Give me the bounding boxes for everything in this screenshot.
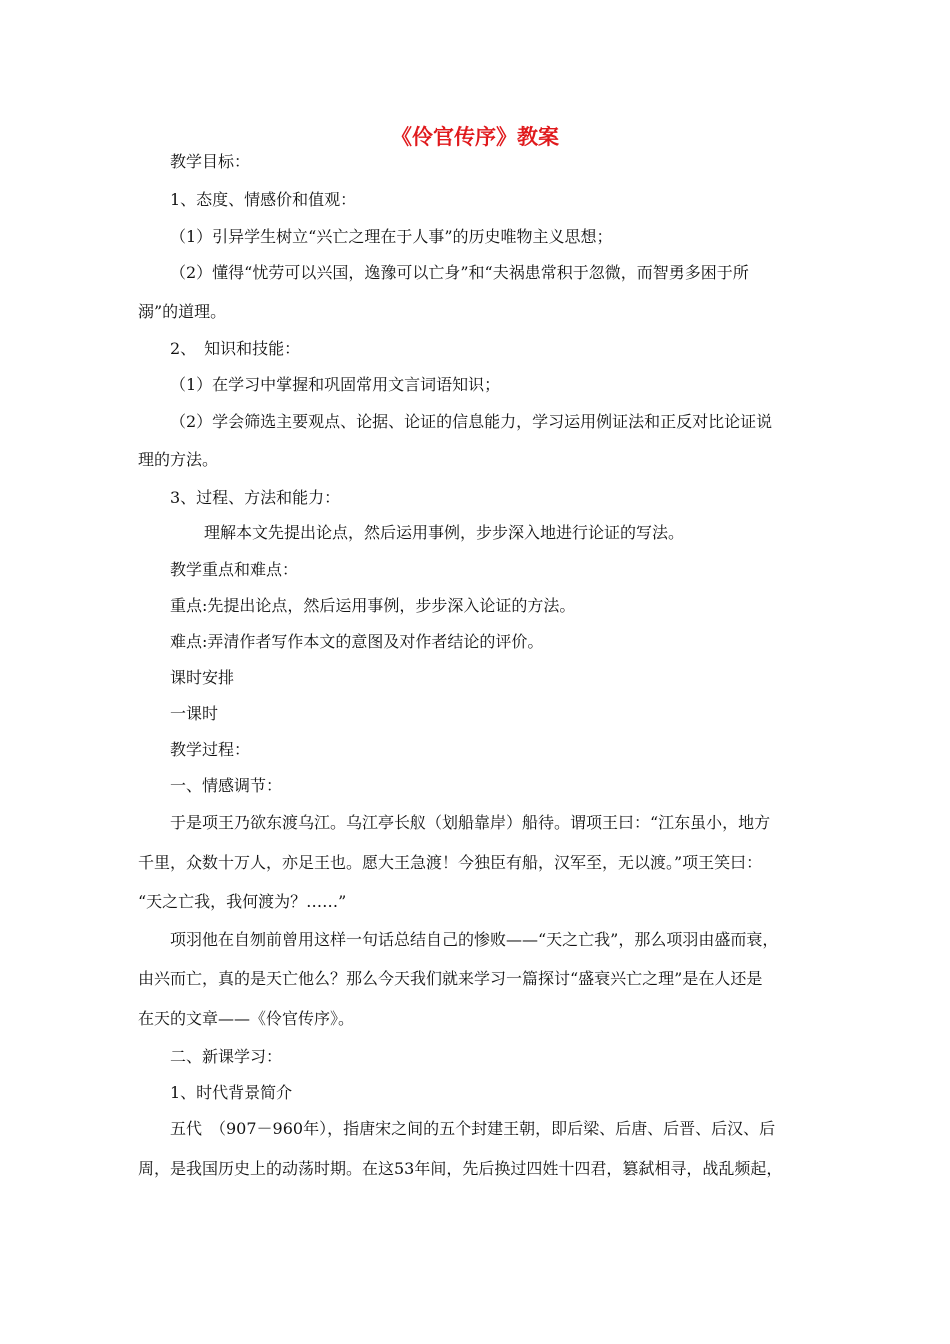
heading-schedule: 课时安排 [170, 668, 235, 687]
heading-teaching-goals: 教学目标： [170, 152, 251, 171]
goal-1-item-2-cont: 溺”的道理。 [138, 302, 227, 321]
section-1-para2-line-1: 项羽他在自刎前曾用这样一句话总结自己的惨败——“天之亡我”，那么项羽由盛而衰， [170, 930, 779, 949]
section-1-heading: 一、情感调节： [170, 776, 283, 795]
schedule-value: 一课时 [170, 704, 219, 723]
goal-2-heading: 2、 知识和技能： [170, 339, 301, 358]
section-1-para2-line-2: 由兴而亡，真的是天亡他么？那么今天我们就来学习一篇探讨“盛衰兴亡之理”是在人还是 [138, 969, 763, 988]
goal-3-text: 理解本文先提出论点，然后运用事例，步步深入地进行论证的写法。 [204, 523, 685, 542]
section-1-para-line-1: 于是项王乃欲东渡乌江。乌江亭长舣（划船靠岸）船待。谓项王曰：“江东虽小，地方 [170, 813, 771, 832]
goal-2-item-1: （1）在学习中掌握和巩固常用文言词语知识； [170, 375, 501, 394]
section-2-sub-1: 1、时代背景简介 [170, 1083, 293, 1102]
heading-key-points: 教学重点和难点： [170, 560, 299, 579]
goal-1-item-2: （2）懂得“忧劳可以兴国，逸豫可以亡身”和“夫祸患常积于忽微，而智勇多困于所 [170, 263, 749, 282]
goal-1-heading: 1、态度、情感价和值观： [170, 190, 357, 209]
section-1-para2-line-3: 在天的文章——《伶官传序》。 [138, 1009, 355, 1028]
difficult-point: 难点:弄清作者写作本文的意图及对作者结论的评价。 [170, 632, 544, 651]
goal-2-item-2-cont: 理的方法。 [138, 450, 219, 469]
key-point: 重点:先提出论点，然后运用事例，步步深入论证的方法。 [170, 596, 576, 615]
goal-3-heading: 3、过程、方法和能力： [170, 488, 341, 507]
section-2-heading: 二、新课学习： [170, 1047, 283, 1066]
goal-1-item-1: （1）引异学生树立“兴亡之理在于人事”的历史唯物主义思想； [170, 227, 613, 246]
section-1-para-line-3: “天之亡我，我何渡为？……” [138, 892, 347, 911]
background-para-line-2: 周，是我国历史上的动荡时期。在这53年间，先后换过四姓十四君，篡弑相寻，战乱频起， [138, 1159, 783, 1178]
document-title: 《伶官传序》教案 [391, 124, 559, 149]
background-para-line-1: 五代 （907－960年），指唐宋之间的五个封建王朝，即后梁、后唐、后晋、后汉、后 [170, 1119, 776, 1138]
section-1-para-line-2: 千里，众数十万人，亦足王也。愿大王急渡！今独臣有船，汉军至，无以渡。”项王笑曰： [138, 853, 763, 872]
goal-2-item-2: （2）学会筛选主要观点、论据、论证的信息能力，学习运用例证法和正反对比论证说 [170, 412, 773, 431]
heading-process: 教学过程： [170, 740, 251, 759]
